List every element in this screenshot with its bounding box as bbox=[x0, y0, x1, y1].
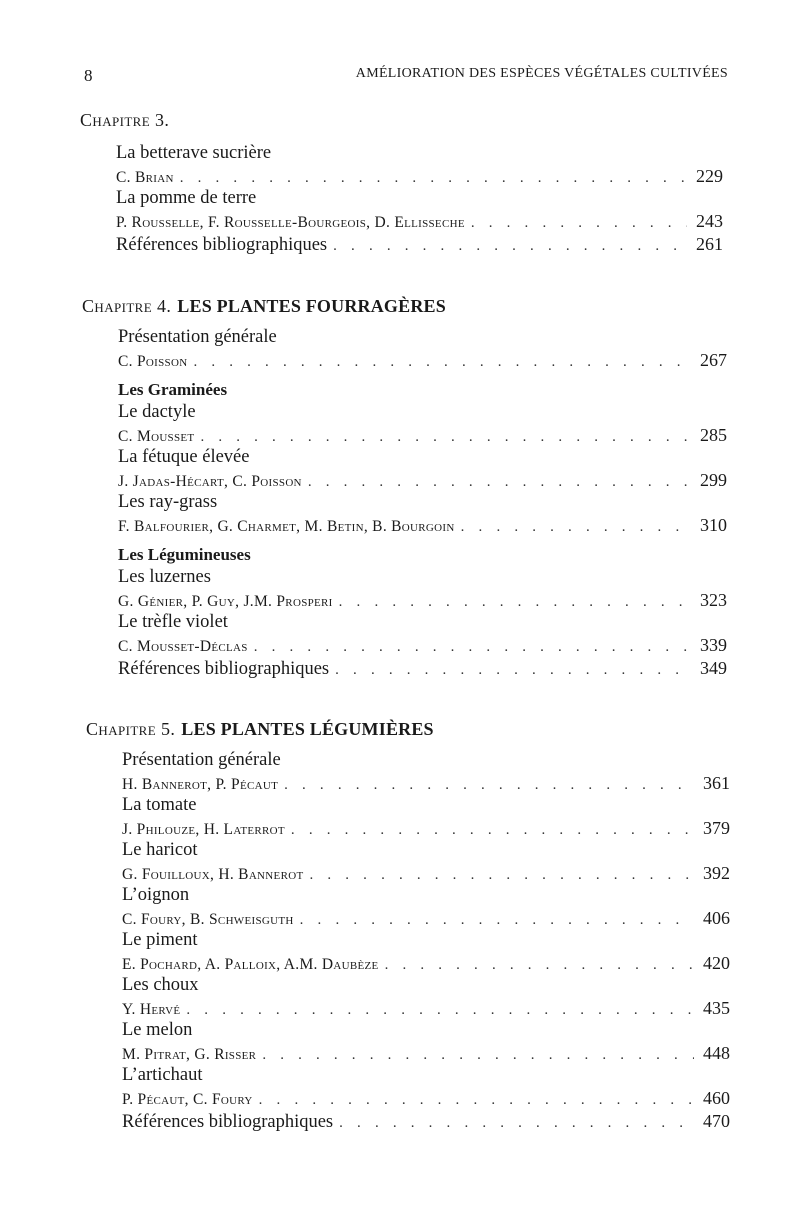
entry-page: 299 bbox=[700, 470, 727, 490]
references-entry[interactable] bbox=[118, 656, 727, 680]
dot-leader bbox=[284, 774, 694, 796]
chapter-title: LES PLANTES LÉGUMIÈRES bbox=[181, 719, 434, 739]
dot-leader bbox=[471, 212, 687, 234]
entry-authors: J. Jadas-Hécart, C. Poisson bbox=[118, 473, 302, 490]
entry-authors: H. Bannerot, P. Pécaut bbox=[122, 776, 279, 793]
references-label: Références bibliographiques bbox=[116, 235, 328, 255]
toc-entry[interactable] bbox=[122, 772, 730, 794]
dot-leader bbox=[309, 864, 694, 886]
dot-leader bbox=[186, 999, 694, 1021]
toc-entry[interactable] bbox=[118, 349, 727, 371]
references-entry[interactable] bbox=[116, 232, 723, 256]
toc-entry[interactable] bbox=[122, 997, 730, 1019]
entry-authors: P. Pécaut, C. Foury bbox=[122, 1091, 253, 1108]
dot-leader bbox=[259, 1089, 694, 1111]
chapter-3-heading bbox=[80, 108, 169, 132]
chapter-4-toc bbox=[118, 326, 727, 680]
entry-page: 379 bbox=[703, 818, 730, 838]
entry-authors: Y. Hervé bbox=[122, 1001, 181, 1018]
references-page: 470 bbox=[703, 1111, 730, 1131]
chapter-label: Chapitre 4. bbox=[82, 296, 172, 316]
entry-page: 243 bbox=[696, 211, 723, 231]
entry-authors: E. Pochard, A. Palloix, A.M. Daubèze bbox=[122, 956, 379, 973]
entry-title: L’artichaut bbox=[122, 1065, 203, 1085]
entry-authors: C. Brian bbox=[116, 169, 174, 186]
entry-authors: F. Balfourier, G. Charmet, M. Betin, B. Bourgoin bbox=[118, 518, 455, 535]
entry-title: La betterave sucrière bbox=[116, 143, 272, 163]
chapter-3-toc bbox=[116, 142, 723, 256]
entry-authors: C. Foury, B. Schweisguth bbox=[122, 911, 294, 928]
entry-page: 448 bbox=[703, 1043, 730, 1063]
dot-leader bbox=[300, 909, 694, 931]
dot-leader bbox=[291, 819, 694, 841]
entry-title: Le haricot bbox=[122, 840, 198, 860]
entry-title: Les choux bbox=[122, 975, 199, 995]
dot-leader bbox=[193, 351, 691, 373]
chapter-4-heading bbox=[82, 294, 446, 318]
chapter-title: LES PLANTES FOURRAGÈRES bbox=[177, 296, 446, 316]
toc-entry[interactable] bbox=[118, 634, 727, 656]
entry-authors: J. Philouze, H. Laterrot bbox=[122, 821, 285, 838]
references-page: 349 bbox=[700, 658, 727, 678]
page-header bbox=[84, 66, 728, 86]
dot-leader bbox=[180, 167, 687, 189]
chapter-label: Chapitre 5. bbox=[86, 719, 176, 739]
chapter-5-heading bbox=[86, 717, 434, 741]
entry-page: 460 bbox=[703, 1088, 730, 1108]
entry-authors: C. Mousset bbox=[118, 428, 195, 445]
dot-leader bbox=[333, 234, 687, 258]
dot-leader bbox=[339, 591, 691, 613]
entry-title: Présentation générale bbox=[122, 750, 281, 770]
dot-leader bbox=[339, 1111, 694, 1135]
entry-page: 420 bbox=[703, 953, 730, 973]
entry-authors: G. Fouilloux, H. Bannerot bbox=[122, 866, 304, 883]
entry-page: 339 bbox=[700, 635, 727, 655]
entry-authors: P. Rousselle, F. Rousselle-Bourgeois, D. Ellisseche bbox=[116, 214, 465, 231]
entry-page: 435 bbox=[703, 998, 730, 1018]
toc-entry[interactable] bbox=[122, 907, 730, 929]
entry-title: Le trèfle violet bbox=[118, 612, 228, 632]
entry-page: 392 bbox=[703, 863, 730, 883]
entry-page: 229 bbox=[696, 166, 723, 186]
entry-title: Le dactyle bbox=[118, 402, 196, 422]
entry-title: Le piment bbox=[122, 930, 198, 950]
dot-leader bbox=[308, 471, 691, 493]
toc-entry[interactable] bbox=[118, 469, 727, 491]
entry-page: 285 bbox=[700, 425, 727, 445]
dot-leader bbox=[461, 516, 691, 538]
entry-authors: C. Poisson bbox=[118, 353, 188, 370]
entry-page: 323 bbox=[700, 590, 727, 610]
toc-entry[interactable] bbox=[122, 952, 730, 974]
dot-leader bbox=[254, 636, 691, 658]
entry-title: L’oignon bbox=[122, 885, 190, 905]
toc-entry[interactable] bbox=[116, 165, 723, 187]
toc-entry[interactable] bbox=[118, 589, 727, 611]
references-label: Références bibliographiques bbox=[118, 659, 330, 679]
entry-authors: M. Pitrat, G. Risser bbox=[122, 1046, 257, 1063]
dot-leader bbox=[385, 954, 694, 976]
toc-entry[interactable] bbox=[118, 424, 727, 446]
page-number: 8 bbox=[84, 66, 93, 85]
entry-authors: C. Mousset-Déclas bbox=[118, 638, 248, 655]
toc-entry[interactable] bbox=[118, 514, 727, 536]
references-label: Références bibliographiques bbox=[122, 1112, 334, 1132]
section-heading: Les Graminées bbox=[118, 380, 228, 399]
toc-entry[interactable] bbox=[122, 1087, 730, 1109]
entry-title: La fétuque élevée bbox=[118, 447, 250, 467]
entry-title: Présentation générale bbox=[118, 327, 277, 347]
entry-title: Les ray-grass bbox=[118, 492, 218, 512]
entry-page: 361 bbox=[703, 773, 730, 793]
toc-entry[interactable] bbox=[122, 1042, 730, 1064]
entry-page: 406 bbox=[703, 908, 730, 928]
chapter-label: Chapitre 3. bbox=[80, 110, 170, 130]
toc-entry[interactable] bbox=[116, 210, 723, 232]
toc-entry[interactable] bbox=[122, 817, 730, 839]
entry-page: 267 bbox=[700, 350, 727, 370]
entry-title: La pomme de terre bbox=[116, 188, 257, 208]
references-page: 261 bbox=[696, 234, 723, 254]
chapter-5-toc bbox=[122, 749, 730, 1133]
running-title: AMÉLIORATION DES ESPÈCES VÉGÉTALES CULTIVÉES bbox=[355, 66, 728, 81]
dot-leader bbox=[262, 1044, 694, 1066]
references-entry[interactable] bbox=[122, 1109, 730, 1133]
entry-title: Les luzernes bbox=[118, 567, 211, 587]
entry-page: 310 bbox=[700, 515, 727, 535]
section-heading: Les Légumineuses bbox=[118, 545, 251, 564]
toc-entry[interactable] bbox=[122, 862, 730, 884]
entry-title: La tomate bbox=[122, 795, 197, 815]
dot-leader bbox=[200, 426, 691, 448]
entry-title: Le melon bbox=[122, 1020, 193, 1040]
entry-authors: G. Génier, P. Guy, J.M. Prosperi bbox=[118, 593, 333, 610]
dot-leader bbox=[335, 658, 691, 682]
